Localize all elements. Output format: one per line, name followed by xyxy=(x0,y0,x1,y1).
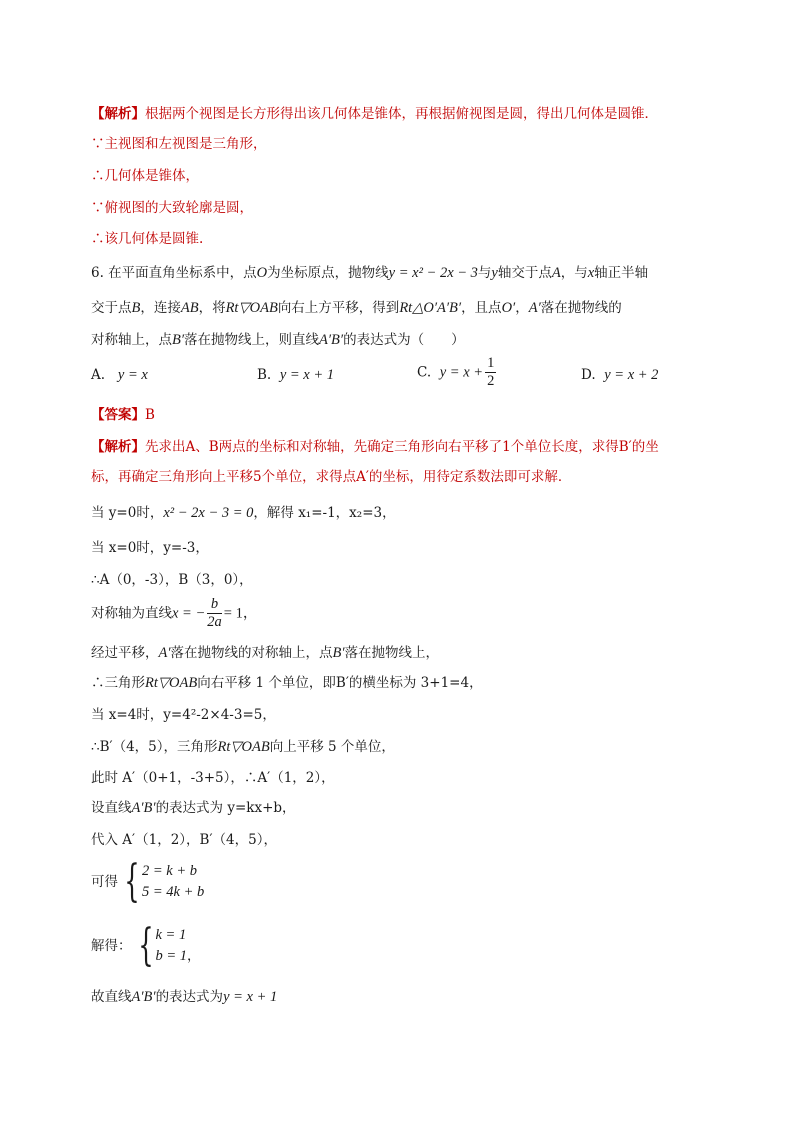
step-math: A′ xyxy=(158,645,171,661)
step-text: ∴三角形 xyxy=(91,675,145,691)
option-label: D. xyxy=(581,367,596,383)
solution-step xyxy=(91,987,277,1007)
q6-text: 向右上方平移，得到 xyxy=(277,300,400,316)
solution-step xyxy=(91,673,483,693)
solution-step: ∴A（0，-3），B（3，0）， xyxy=(91,572,253,588)
question6-options xyxy=(91,355,711,395)
q6-text: 轴正半轴 xyxy=(594,265,649,281)
option-b[interactable] xyxy=(257,365,334,385)
step-text: 经过平移， xyxy=(91,645,159,661)
q6-math: O xyxy=(256,265,268,281)
solution-step xyxy=(91,798,296,818)
solution-step xyxy=(91,503,396,523)
step-text: 对称轴为直线 xyxy=(91,605,172,622)
analysis1-step: ∵俯视图的大致轮廓是圆， xyxy=(91,200,253,216)
q6-text: ，将 xyxy=(198,300,226,316)
fraction-numerator: 1 xyxy=(487,355,495,371)
q6-text: 落在抛物线的 xyxy=(540,300,622,316)
solution-step: 此时 A′（0+1，-3+5），∴A′（1，2）， xyxy=(91,770,335,786)
step-text: 落在抛物线上， xyxy=(344,645,440,661)
step-math: Rt▽OAB xyxy=(145,675,198,691)
option-expr: y = x + 1 xyxy=(279,367,335,383)
q6-text: 落在抛物线上，则直线 xyxy=(184,332,320,348)
q6-text: ，且点 xyxy=(461,300,502,316)
step-text: 向上平移 5 个单位， xyxy=(269,739,395,755)
q6-math: O′ xyxy=(501,300,516,316)
analysis2-intro xyxy=(91,437,659,457)
system-row: 2 = k + b xyxy=(142,863,198,879)
q6-text: 为坐标原点，抛物线 xyxy=(267,265,389,281)
solution-step xyxy=(91,596,257,636)
q6-text: 与 xyxy=(477,265,492,281)
final-equation: y = x + 1 xyxy=(223,989,278,1005)
solution-step: 当 x=0时，y=-3， xyxy=(91,540,209,556)
q6-math: y xyxy=(491,265,498,281)
step-math: B′ xyxy=(332,645,345,661)
q6-math: A′B′ xyxy=(319,332,344,348)
q6-math: A′ xyxy=(528,300,541,316)
fraction-denominator: 2a xyxy=(207,614,222,630)
step-text: 的表达式为 y=kx+b， xyxy=(155,800,296,816)
step-equation: x² − 2x − 3 = 0 xyxy=(163,505,254,521)
solution-step: 代入 A′（1，2），B′（4，5）， xyxy=(91,832,277,848)
fraction-denominator: 2 xyxy=(487,373,495,389)
q6-parabola: y = x² − 2x − 3 xyxy=(388,265,478,281)
step-math: A′B′ xyxy=(131,800,156,816)
analysis1-step: ∴几何体是锥体， xyxy=(91,168,199,184)
answer-line xyxy=(91,405,155,425)
q6-text: ，与 xyxy=(560,265,588,281)
q6-math: B xyxy=(131,300,141,316)
equation-system-step xyxy=(91,856,205,908)
step-text: 落在抛物线的对称轴上，点 xyxy=(170,645,333,661)
step-text: = 1， xyxy=(223,605,258,622)
q6-text: 交于点 xyxy=(91,300,132,316)
q6-math: Rt▽OAB xyxy=(225,300,278,316)
q6-math: Rt△O′A′B′ xyxy=(399,300,462,316)
system-row: b = 1 xyxy=(155,948,188,964)
analysis1-step: ∵主视图和左视图是三角形， xyxy=(91,136,267,152)
solution-step xyxy=(91,643,439,663)
step-math: Rt▽OAB xyxy=(217,739,270,755)
q6-text: 6. 在平面直角坐标系中，点 xyxy=(91,265,257,281)
solution-system xyxy=(91,920,201,971)
step-fraction xyxy=(207,596,222,631)
option-c-fraction xyxy=(485,355,496,390)
step-math: A′B′ xyxy=(131,989,156,1005)
option-d[interactable] xyxy=(581,365,658,385)
option-label: B. xyxy=(257,367,272,383)
step-text: 设直线 xyxy=(91,800,132,816)
solution-step xyxy=(91,737,395,757)
q6-math: B′ xyxy=(172,332,185,348)
option-expr: y = x + xyxy=(439,364,484,381)
analysis1-text: 根据两个视图是长方形得出该几何体是锥体，再根据俯视图是圆，得出几何体是圆锥． xyxy=(145,106,658,122)
left-brace: { xyxy=(124,856,140,907)
q6-text: ，连接 xyxy=(140,300,181,316)
option-expr: y = x + 2 xyxy=(604,367,659,383)
question6-line3 xyxy=(91,330,465,350)
analysis2-text: 先求出A、B两点的坐标和对称轴，先确定三角形向右平移了1个单位长度，求得B′的坐 xyxy=(145,439,659,455)
question6-line1 xyxy=(91,263,648,283)
analysis2-text: 标，再确定三角形向上平移5个单位，求得点A′的坐标，用待定系数法即可求解． xyxy=(91,469,572,485)
q6-text: 轴交于点 xyxy=(497,265,552,281)
step-text: 解得： xyxy=(91,938,132,954)
option-c[interactable] xyxy=(417,355,498,390)
step-text: 向右平移 1 个单位，即B′的横坐标为 3+1=4， xyxy=(197,675,483,691)
solution-step: 当 x=4时，y=4²-2×4-3=5， xyxy=(91,707,276,723)
step-text: 的表达式为 xyxy=(155,989,224,1005)
q6-math: AB xyxy=(180,300,199,316)
option-a[interactable] xyxy=(91,365,148,385)
analysis1-line xyxy=(91,104,658,124)
answer-value: B xyxy=(145,407,155,423)
q6-math: x xyxy=(587,265,595,281)
step-text: ∴B′（4，5），三角形 xyxy=(91,739,218,755)
q6-math: A xyxy=(551,265,561,281)
analysis1-step: ∴该几何体是圆锥. xyxy=(91,231,204,247)
analysis2-tag: 【解析】 xyxy=(91,439,145,455)
answer-tag: 【答案】 xyxy=(91,407,145,423)
fraction-numerator: b xyxy=(207,596,222,614)
option-expr: y = x xyxy=(117,367,148,383)
step-text: ，解得 x₁=-1，x₂=3， xyxy=(253,505,396,521)
system-row: k = 1 xyxy=(155,927,187,943)
system-rows xyxy=(142,861,204,903)
equation-system xyxy=(91,856,205,907)
q6-text: 对称轴上，点 xyxy=(91,332,172,348)
step-text: 故直线 xyxy=(91,989,132,1005)
q6-text: 的表达式为（ ） xyxy=(343,332,465,348)
step-text: 可得 xyxy=(91,874,118,890)
question6-line2 xyxy=(91,298,622,318)
option-label: C. xyxy=(417,364,432,381)
step-math: x = − xyxy=(172,605,206,622)
step-text: ， xyxy=(187,948,201,964)
left-brace: { xyxy=(137,920,154,971)
analysis1-tag: 【解析】 xyxy=(91,106,145,122)
system-rows xyxy=(156,925,188,967)
q6-text: ， xyxy=(515,300,529,316)
system-row: 5 = 4k + b xyxy=(142,884,205,900)
step-text: 当 y=0时， xyxy=(91,505,164,521)
solution-result-step xyxy=(91,920,201,972)
option-label: A. xyxy=(91,367,106,383)
